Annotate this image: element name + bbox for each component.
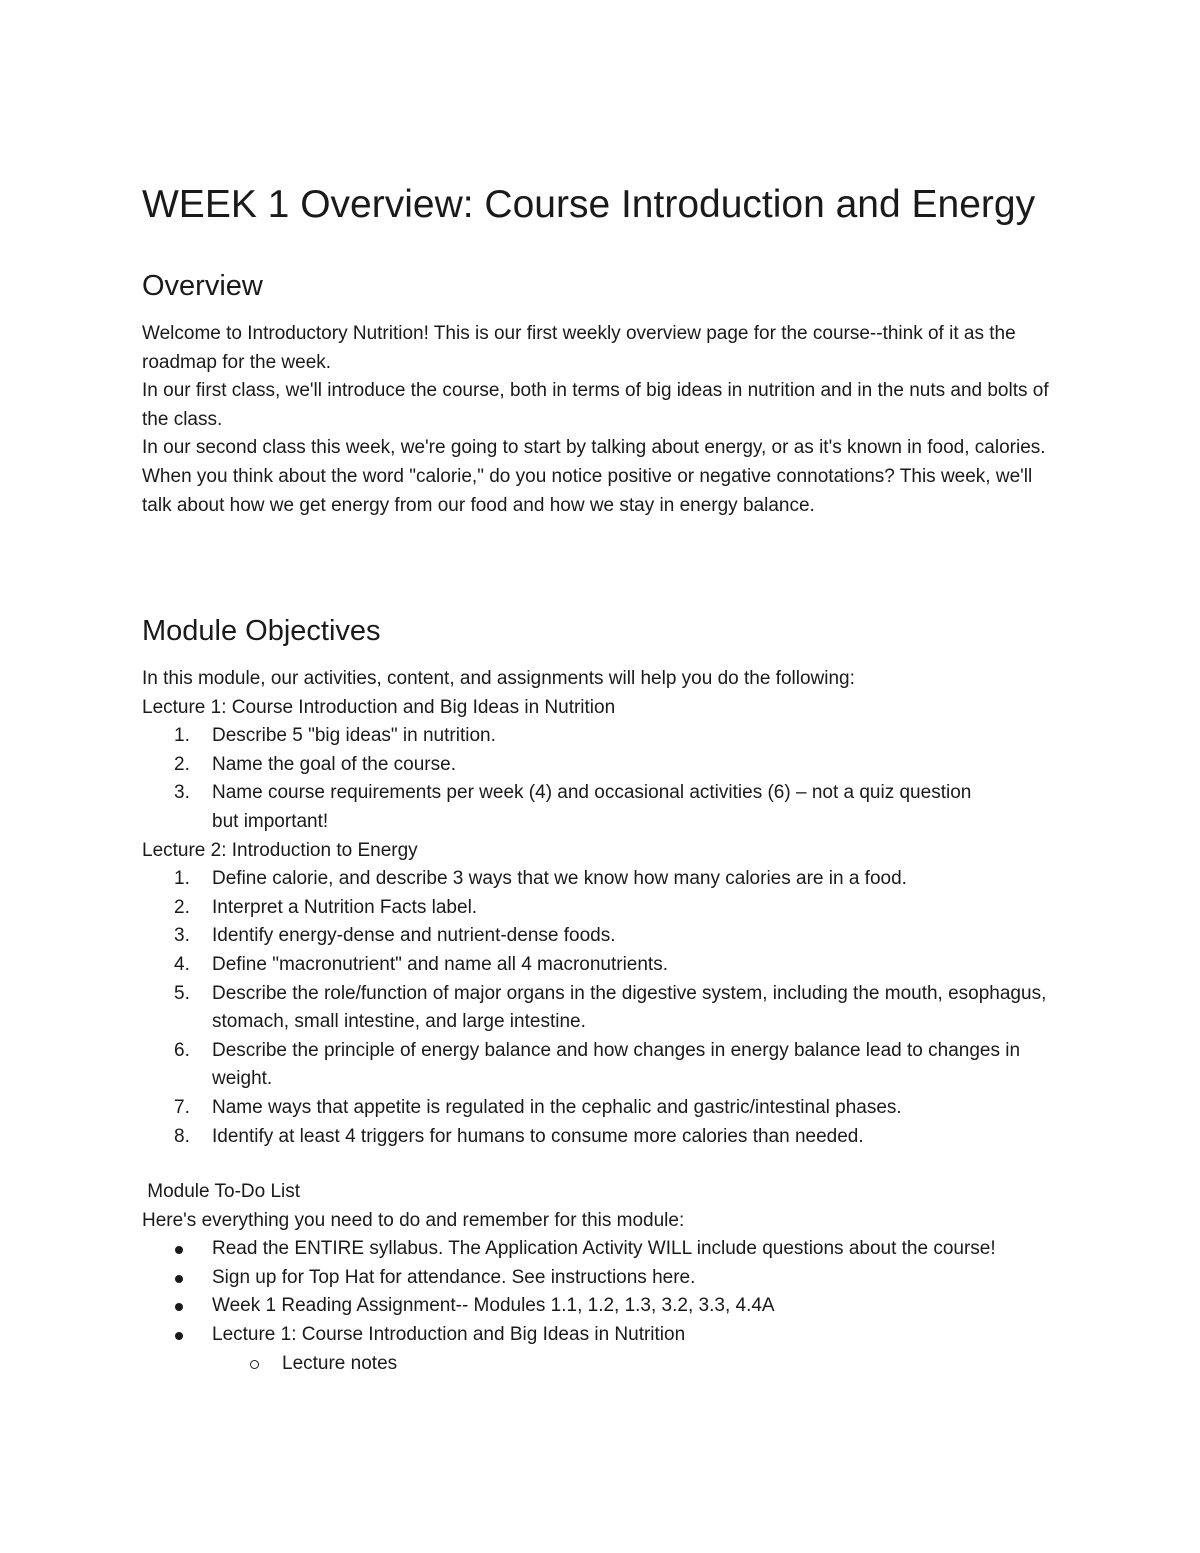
bullet-icon xyxy=(175,1275,183,1283)
list-item: 8. Identify at least 4 triggers for humans to consume more calories than needed. xyxy=(174,1125,864,1147)
list-item: 4. Define "macronutrient" and name all 4 macronutrients. xyxy=(174,953,668,975)
list-item: Week 1 Reading Assignment-- Modules 1.1, 1.2, 1.3, 3.2, 3.3, 4.4A xyxy=(142,1292,1062,1321)
list-item: 1. Describe 5 "big ideas" in nutrition. xyxy=(174,725,496,747)
todo-intro: Here's everything you need to do and remember for this module: xyxy=(142,1209,685,1231)
todo-sublist xyxy=(142,1350,1062,1379)
bullet-icon xyxy=(175,1246,183,1254)
todo-section xyxy=(142,1178,1062,1378)
list-item: 7. Name ways that appetite is regulated in the cephalic and gastric/intestinal phases. xyxy=(174,1096,902,1118)
list-item: Sign up for Top Hat for attendance. See instructions here. xyxy=(142,1264,1062,1293)
lecture1-objectives-list xyxy=(142,722,1062,836)
list-item: Lecture notes xyxy=(142,1350,1062,1379)
bullet-icon xyxy=(175,1332,183,1340)
list-item: Lecture 1: Course Introduction and Big Ideas in Nutrition xyxy=(142,1321,1062,1350)
list-item: 6. Describe the principle of energy balance and how changes in energy balance lead to changes in weight. xyxy=(174,1039,1021,1090)
hollow-bullet-icon xyxy=(250,1360,259,1369)
objectives-body xyxy=(142,665,1062,1151)
list-item: Read the ENTIRE syllabus. The Application Activity WILL include questions about the course! xyxy=(142,1235,1062,1264)
overview-paragraph: In our first class, we'll introduce the course, both in terms of big ideas in nutrition and in the nuts and bolts of the class. xyxy=(142,380,1049,430)
todo-heading: Module To-Do List xyxy=(142,1181,301,1202)
list-item: 3. Name course requirements per week (4) and occasional activities (6) – not a quiz question but important! xyxy=(174,782,972,832)
objectives-heading: Module Objectives xyxy=(142,615,381,647)
lecture1-label: Lecture 1: Course Introduction and Big Ideas in Nutrition xyxy=(142,696,616,718)
list-item: 1. Define calorie, and describe 3 ways that we know how many calories are in a food. xyxy=(174,868,907,890)
lecture2-label: Lecture 2: Introduction to Energy xyxy=(142,839,418,861)
overview-paragraph: Welcome to Introductory Nutrition! This is our first weekly overview page for the course--think of it as the roadmap for the week. xyxy=(142,323,1016,373)
page-title: WEEK 1 Overview: Course Introduction and Energy xyxy=(142,183,1036,226)
todo-list xyxy=(142,1235,1062,1349)
overview-heading: Overview xyxy=(142,270,263,302)
objectives-section xyxy=(142,613,1062,649)
list-item: 5. Describe the role/function of major organs in the digestive system, including the mouth, esophagus, stomach, small intestine, and large intestine. xyxy=(174,982,1047,1033)
bullet-icon xyxy=(175,1303,183,1311)
overview-body xyxy=(142,320,1057,520)
lecture2-objectives-list xyxy=(142,865,1062,1151)
objectives-intro: In this module, our activities, content, and assignments will help you do the following: xyxy=(142,668,855,689)
overview-paragraph: In our second class this week, we're going to start by talking about energy, or as it's known in food, calories. When you think about the word "calorie," do you notice positive or negative connotations? This week, we'll talk about how we get energy from our food and how we stay in energy balance. xyxy=(142,437,1046,516)
overview-section xyxy=(142,268,1062,304)
list-item: 2. Interpret a Nutrition Facts label. xyxy=(174,896,478,918)
list-item: 2. Name the goal of the course. xyxy=(174,753,456,775)
list-item: 3. Identify energy-dense and nutrient-dense foods. xyxy=(174,925,616,947)
